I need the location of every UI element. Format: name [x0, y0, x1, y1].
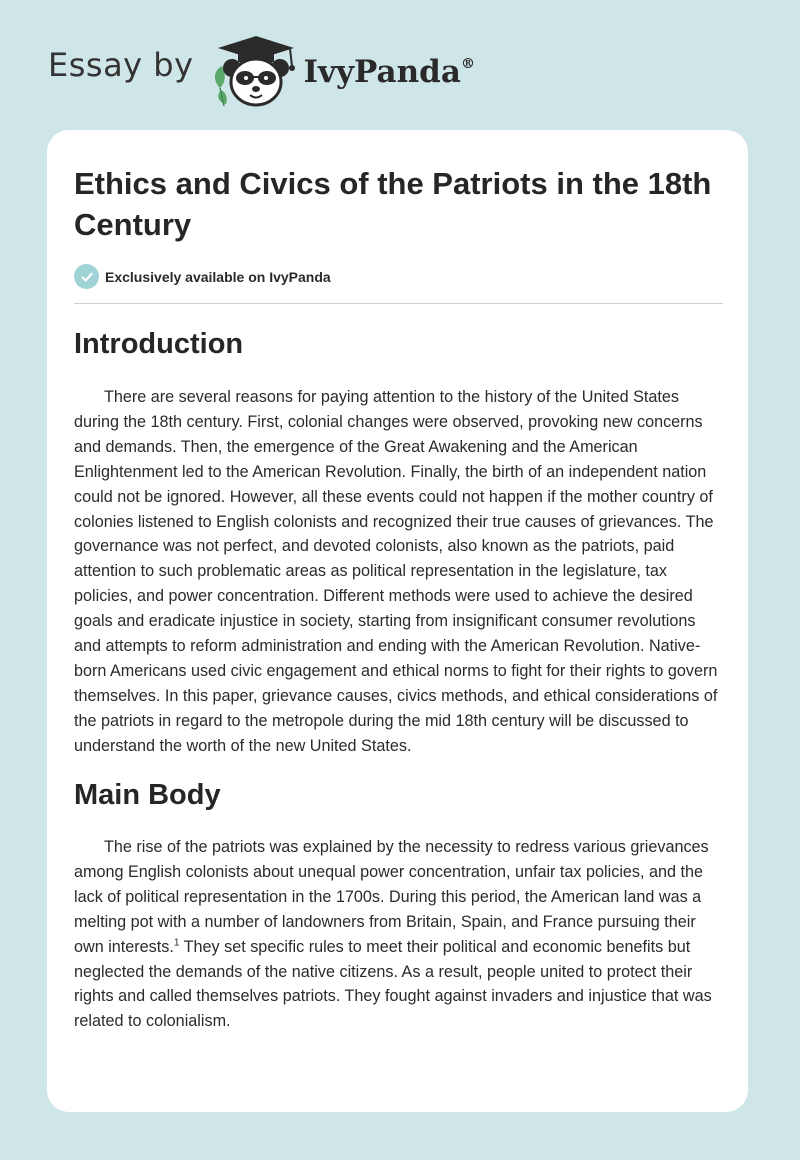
registered-mark: ® — [460, 56, 475, 72]
footnote-marker[interactable]: 1 — [173, 937, 180, 949]
essay-by-label: Essay by — [48, 46, 194, 84]
exclusive-badge — [74, 264, 331, 289]
site-header — [48, 30, 475, 110]
check-icon — [74, 264, 99, 289]
essay-card — [47, 130, 748, 1112]
divider — [74, 303, 723, 304]
introduction-paragraph: There are several reasons for paying attention to the history of the United States during the 18th century. First, colonial changes were observed, provoking new concerns and demands. Then, the emergence of the Great Awakening and the American Enlightenment led to the American Revolution. Finally, the birth of an independent nation could not be ignored. However, all these events could not happen if the mother country of colonies listened to English colonists and recognized their true causes of grievances. The governance was not perfect, and devoted colonists, also known as the patriots, paid attention to such problematic areas as political representation in the legislature, tax policies, and power concentration. Different methods were used to achieve the desired goals and eradicate injustice in society, starting from insignificant consumer revolutions and attempts to reform administration and ending with the American Revolution. Native-born Americans used civic engagement and ethical norms to fight for their rights to govern themselves. In this paper, grievance causes, civics methods, and ethical considerations of the patriots in regard to the metropole during the mid 18th century will be discussed to understand the worth of the new United States. — [74, 388, 718, 755]
panda-graduate-icon[interactable] — [208, 30, 304, 110]
section-heading-introduction: Introduction — [74, 328, 244, 360]
brand-name[interactable]: IvyPanda® — [303, 54, 475, 90]
main-body-paragraph: The rise of the patriots was explained by the necessity to redress various grievances among English colonists about unequal power concentration, unfair tax policies, and the lack of political representation in the 1700s. During this period, the American land was a melting pot with a number of landowners from Britain, Spain, and France pursuing their own interests.$^1$ They set specific rules to meet their political and economic benefits but neglected the demands of the native citizens. As a result, people united to protect their rights and called themselves patriots. They fought against invaders and injustice that was related to colonialism. — [74, 838, 712, 1031]
exclusive-badge-label: Exclusively available on IvyPanda — [105, 268, 331, 285]
section-heading-main-body: Main Body — [74, 779, 221, 811]
page-title: Ethics and Civics of the Patriots in the 18th Century — [74, 166, 712, 242]
